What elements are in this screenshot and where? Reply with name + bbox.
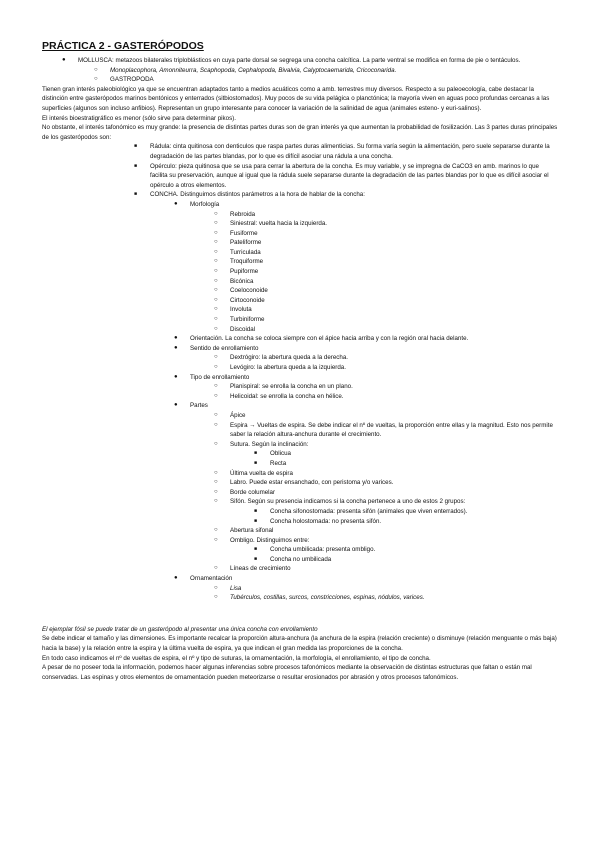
circle-bullet-item: ○ Espira → Vueltas de espira. Se debe indicar el nº de vueltas, la proporción entre ellas y la magnitud. Esto nos permite saber la relación altura-anchura durante el crecimiento. xyxy=(42,421,558,440)
circle-bullet-item: ○ Fusiforme xyxy=(42,229,558,239)
circle-bullet-item: ○ Sutura. Según la inclinación: xyxy=(42,440,558,450)
sub-bullet-item: ○ GASTROPODA xyxy=(42,75,558,85)
paragraph: Tienen gran interés paleobiológico ya que se encuentran adaptados tanto a medios acuáticos como a amb. terrestres muy diversos. Respecto a su paleoecología, cabe destacar la distinción entre gasterópodos marinos bentónicos y enterrados (sitbiostomados). Muy pocos de su vida pelágica o planctónica; la mayoría viven en aguas poco profundas cercanas a las superficies (algunos son incluso anfibios). Representan un grupo interesante para conocer la variación de la salinidad de agua (animales esteno- y euri-salinos). xyxy=(42,85,550,112)
circle-bullet-item: ○ Última vuelta de espira xyxy=(42,469,558,479)
dot-bullet-item: ● Partes xyxy=(42,401,558,411)
circle-bullet-item: ○ Labro. Puede estar ensanchado, con peristoma y/o varices. xyxy=(42,478,558,488)
circle-bullet-item: ○ Helicoidal: se enrolla la concha en hélice. xyxy=(42,392,558,402)
page-title: PRÁCTICA 2 - GASTERÓPODOS xyxy=(42,40,204,52)
nested-square-item: ■ Concha sifonostomada: presenta sifón (animales que viven enterrados). xyxy=(42,507,558,517)
bullet-item: ● MOLLUSCA: metazoos bilaterales triploblásticos en cuya parte dorsal se segrega una concha calcítica. La parte ventral se modifica en forma de pie o tentáculos. xyxy=(42,56,558,66)
circle-bullet-item: ○ Pateliforme xyxy=(42,238,558,248)
sub-bullet-item: ○ Monoplacophora, Amonniteurra, Scaphopoda, Cephalopoda, Bivalvia, Calyptocaemarida, Cricoconarida. xyxy=(42,66,558,76)
circle-bullet-item: ○ Sifón. Según su presencia indicamos si la concha pertenece a uno de estos 2 grupos: xyxy=(42,497,558,507)
circle-bullet-item: ○ Tubérculos, costillas, surcos, constricciones, espinas, nódulos, varices. xyxy=(42,593,558,603)
dot-bullet-item: ● Morfología xyxy=(42,200,558,210)
dot-bullet-item: ● Ornamentación xyxy=(42,574,558,584)
circle-bullet-item: ○ Turriculada xyxy=(42,248,558,258)
circle-bullet-item: ○ Dextrógiro: la abertura queda a la derecha. xyxy=(42,353,558,363)
circle-bullet-item: ○ Lisa xyxy=(42,584,558,594)
circle-bullet-item: ○ Siniestral: vuelta hacia la izquierda. xyxy=(42,219,558,229)
paragraph: No obstante, el interés tafonómico es muy grande: la presencia de distintas partes duras son de gran interés ya que aumentan la probabilidad de fosilización. Las 3 partes duras principales de los gasterópodos son: xyxy=(42,124,558,141)
circle-bullet-item: ○ Turbiniforme xyxy=(42,315,558,325)
square-bullet-item: ■ Opérculo: pieza quitinosa que se usa para cerrar la abertura de la concha. Es muy variable, y se impregna de CaCO3 en amb. marinos lo que facilita su preservación, aunque al igual que la rádula suele separarse durante la degradación de las partes blandas por lo que es difícil asociar el opérculo a otros elementos. xyxy=(42,162,558,191)
nested-square-item: ■ Oblicua xyxy=(42,449,558,459)
circle-bullet-item: ○ Pupiforme xyxy=(42,267,558,277)
circle-bullet-item: ○ Planispiral: se enrolla la concha en un plano. xyxy=(42,382,558,392)
dot-bullet-item: ● Tipo de enrollamiento xyxy=(42,373,558,383)
dot-bullet-item: ● Orientación. La concha se coloca siempre con el ápice hacia arriba y con la región oral hacia delante. xyxy=(42,334,558,344)
circle-bullet-item: ○ Líneas de crecimiento xyxy=(42,564,558,574)
document-body xyxy=(42,56,558,682)
paragraph: El interés bioestratigráfico es menor (sólo sirve para determinar pikos). xyxy=(42,114,236,122)
circle-bullet-item: ○ Cirtoconoide xyxy=(42,296,558,306)
nested-square-item: ■ Concha holostomada: no presenta sifón. xyxy=(42,517,558,527)
circle-bullet-item: ○ Levógiro: la abertura queda a la izquierda. xyxy=(42,363,558,373)
nested-square-item: ■ Concha umbilicada: presenta ombligo. xyxy=(42,545,558,555)
square-bullet-item: ■ CONCHA. Distinguimos distintos parámetros a la hora de hablar de la concha: xyxy=(42,190,558,200)
circle-bullet-item: ○ Rebroida xyxy=(42,210,558,220)
nested-square-item: ■ Recta xyxy=(42,459,558,469)
circle-bullet-item: ○ Discoidal xyxy=(42,325,558,335)
circle-bullet-item: ○ Borde columelar xyxy=(42,488,558,498)
circle-bullet-item: ○ Ápice xyxy=(42,411,558,421)
nested-square-item: ■ Concha no umbilicada xyxy=(42,555,558,565)
circle-bullet-item: ○ Abertura sifonal xyxy=(42,526,558,536)
circle-bullet-item: ○ Coeloconoide xyxy=(42,286,558,296)
dot-bullet-item: ● Sentido de enrollamiento xyxy=(42,344,558,354)
circle-bullet-item: ○ Ombligo. Distinguimos entre: xyxy=(42,536,558,546)
paragraph: En todo caso indicamos el nº de vueltas de espira, el nº y tipo de suturas, la ornamentación, la morfología, el enrollamiento, el tipo de concha. xyxy=(42,654,431,662)
circle-bullet-item: ○ Bicónica xyxy=(42,277,558,287)
paragraph: A pesar de no poseer toda la información, podemos hacer algunas inferencias sobre procesos tafonómicos mediante la observación de distintas estructuras que faltan o están mal conservadas. Las espinas y otros elementos de ornamentación pueden meteorizarse o resultar erosionados por abrasión y otros procesos tafonómicos. xyxy=(42,664,532,681)
circle-bullet-item: ○ Involuta xyxy=(42,305,558,315)
paragraph: Se debe indicar el tamaño y las dimensiones. Es importante recalcar la proporción altura-anchura (la anchura de la espira (relación creciente) o disminuye (relación menguante o más baja) hacia la base) y la relación entre la espira y la última vuelta de espira, ya que indican el gran medida las proporciones de la concha. xyxy=(42,635,557,653)
square-bullet-item: ■ Rádula: cinta quitinosa con denticulos que raspa partes duras alimenticias. Su forma varía según la alimentación, pero suele separarse durante la degradación de las partes blandas, por lo que es difícil asociar una rádula a una concha. xyxy=(42,142,558,161)
paragraph: El ejemplar fósil se puede tratar de un gasterópodo al presentar una única concha con enrollamiento xyxy=(42,625,318,633)
spacer xyxy=(42,603,558,625)
circle-bullet-item: ○ Troquiforme xyxy=(42,257,558,267)
